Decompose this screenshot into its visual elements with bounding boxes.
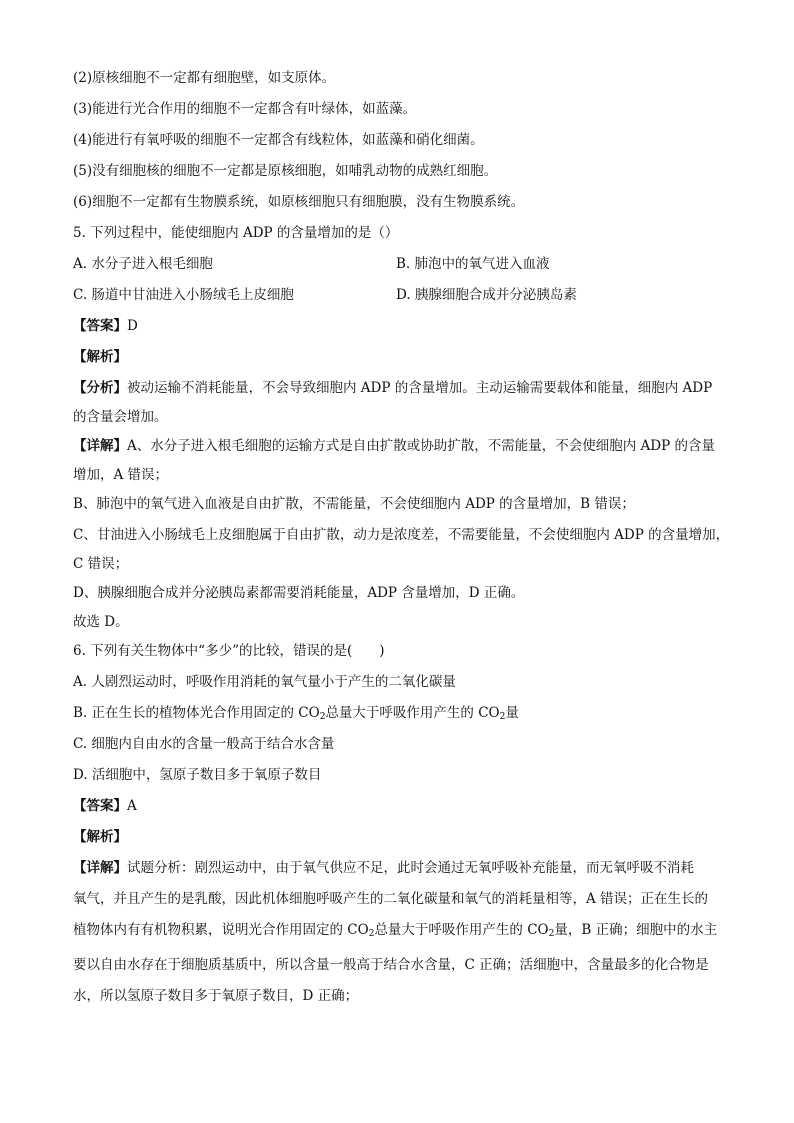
- analysis-heading: 【解析】: [73, 349, 127, 365]
- answer-line: [73, 311, 724, 342]
- detail-d: D、胰腺细胞合成并分泌胰岛素都需要消耗能量，ADP 含量增加，D 正确。: [73, 585, 525, 601]
- answer-value: D: [127, 318, 138, 334]
- detail-tag: 【详解】: [73, 860, 127, 876]
- option-a: A. 人剧烈运动时，呼吸作用消耗的氧气量小于产生的二氧化碳量: [73, 674, 456, 690]
- fenxi-continued: 的含量会增加。: [73, 409, 168, 425]
- question-5-options-row-2: [73, 280, 724, 311]
- detail-paragraph: 【详解】试题分析：剧烈运动中，由于氧气供应不足，此时会通过无氧呼吸补充能量，而无氧呼吸不消耗 氧气，并且产生的是乳酸，因此机体细胞呼吸产生的二氧化碳量和氧气的消耗量相等，A 错误；正在生长的 植物体内有有机物积累，说明光合作用固定的 $CO_2$总量大于呼吸作用产生的 $CO_2$量，B 正确；细胞中的水主 要以自由水存在于细胞质基质中，所以含量一般高于结合水含量，C 正确；活细胞中，含量最多的化合物是 水，所以氢原子数目多于氧原子数目，D 正确；: [73, 860, 718, 1004]
- detail-c: C、甘油进入小肠绒毛上皮细胞属于自由扩散，动力是浓度差，不需要能量，不会使细胞内 ADP 的含量增加，: [73, 527, 730, 543]
- answer-tag: 【答案】: [73, 798, 127, 814]
- detail-continued: 增加，A 错误；: [73, 467, 169, 483]
- detail-line: 【详解】A、水分子进入根毛细胞的运输方式是自由扩散或协助扩散，不需能量，不会使细胞内 ADP 的含量: [73, 438, 715, 454]
- fenxi-tag: 【分析】: [73, 380, 127, 396]
- analysis-heading: 【解析】: [73, 829, 127, 845]
- detail-b: B、肺泡中的氧气进入血液是自由扩散，不需能量，不会使细胞内 ADP 的含量增加，B 错误；: [73, 496, 635, 512]
- answer-value: A: [127, 798, 137, 814]
- answer-line: [73, 791, 724, 822]
- answer-tag: 【答案】: [73, 318, 127, 334]
- question-5-options-row-1: [73, 249, 724, 280]
- option-a: A. 水分子进入根毛细胞: [73, 256, 213, 272]
- option-b: B. 正在生长的植物体光合作用固定的 $CO_2$总量大于呼吸作用产生的 $CO_2$量: [73, 705, 519, 722]
- note-line: (6)细胞不一定都有生物膜系统，如原核细胞只有细胞膜，没有生物膜系统。: [73, 194, 525, 210]
- option-b: B. 肺泡中的氧气进入血液: [396, 256, 550, 272]
- conclusion: 故选 D。: [73, 614, 129, 630]
- note-line: (4)能进行有氧呼吸的细胞不一定都含有线粒体，如蓝藻和硝化细菌。: [73, 132, 484, 148]
- note-line: (2)原核细胞不一定都有细胞壁，如支原体。: [73, 70, 336, 86]
- option-d: D. 活细胞中，氢原子数目多于氧原子数目: [73, 767, 322, 783]
- note-line: (3)能进行光合作用的细胞不一定都含有叶绿体，如蓝藻。: [73, 101, 417, 117]
- question-5-stem: 5. 下列过程中，能使细胞内 ADP 的含量增加的是（）: [73, 225, 399, 241]
- detail-tag: 【详解】: [73, 438, 127, 454]
- option-c: C. 细胞内自由水的含量一般高于结合水含量: [73, 736, 335, 752]
- question-6-stem: 6. 下列有关生物体中“多少”的比较，错误的是( ): [73, 643, 385, 659]
- option-c: C. 肠道中甘油进入小肠绒毛上皮细胞: [73, 287, 294, 303]
- option-d: D. 胰腺细胞合成并分泌胰岛素: [396, 287, 577, 303]
- detail-c-continued: C 错误；: [73, 556, 129, 572]
- note-line: (5)没有细胞核的细胞不一定都是原核细胞，如哺乳动物的成熟红细胞。: [73, 163, 498, 179]
- fenxi-line: 【分析】被动运输不消耗能量，不会导致细胞内 ADP 的含量增加。主动运输需要载体和能量，细胞内 ADP: [73, 380, 713, 396]
